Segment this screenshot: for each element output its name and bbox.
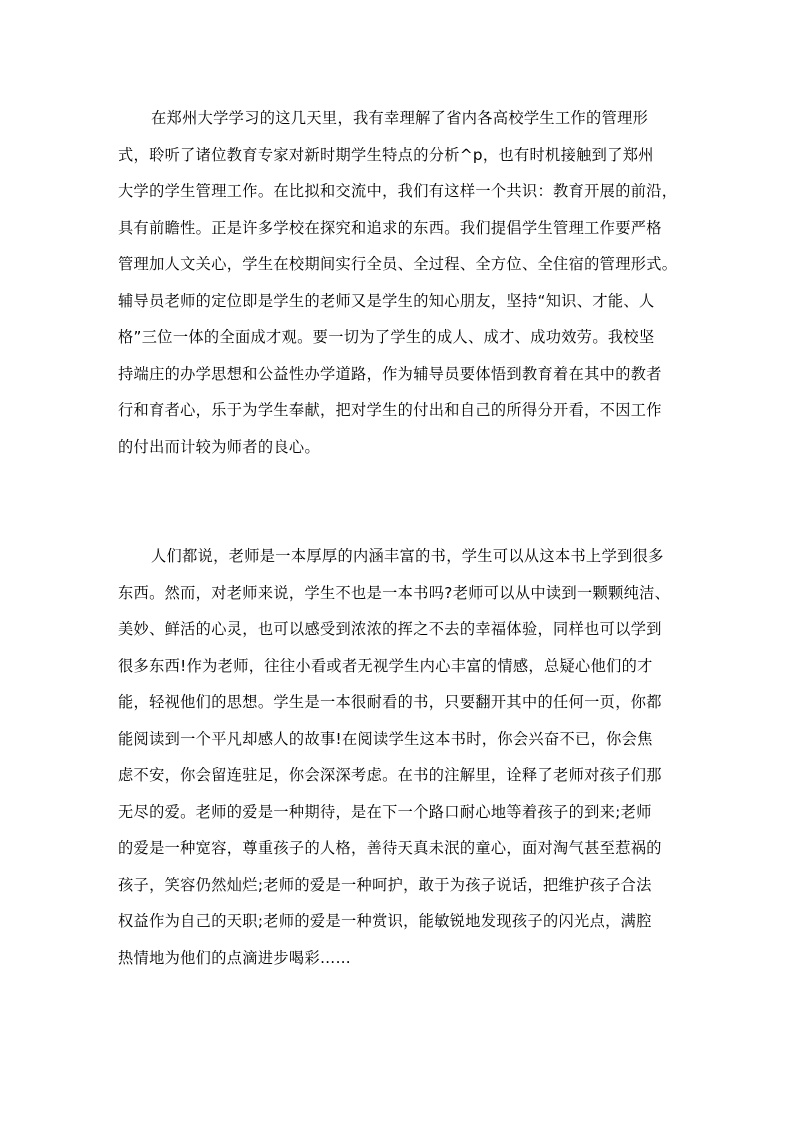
paragraph-line: 很多东西!作为老师，往往小看或者无视学生内心丰富的情感，总疑心他们的才 <box>118 656 653 675</box>
paragraph-line: 的付出而计较为师者的良心。 <box>118 437 320 456</box>
paragraph-line: 行和育者心，乐于为学生奉献，把对学生的付出和自己的所得分开看，不因工作 <box>118 401 662 419</box>
paragraph-line: 无尽的爱。老师的爱是一种期待，是在下一个路口耐心地等着孩子的到来;老师 <box>118 802 652 821</box>
paragraph-line: 东西。然而，对老师来说，学生不也是一本书吗?老师可以从中读到一颗颗纯洁、 <box>118 583 671 602</box>
paragraph-line: 管理加人文关心，学生在校期间实行全员、全过程、全方位、全住宿的管理形式。 <box>118 255 678 273</box>
paragraph-line: 在郑州大学学习的这几天里，我有幸理解了省内各高校学生工作的管理形 <box>151 109 649 127</box>
paragraph-line: 热情地为他们的点滴进步喝彩…… <box>118 948 352 967</box>
paragraph-line: 大学的学生管理工作。在比拟和交流中，我们有这样一个共识：教育开展的前沿， <box>118 182 678 200</box>
paragraph-line: 人们都说，老师是一本厚厚的内涵丰富的书，学生可以从这本书上学到很多 <box>151 547 664 565</box>
paragraph-line: 辅导员老师的定位即是学生的老师又是学生的知心朋友，坚持“知识、才能、人 <box>118 291 655 310</box>
paragraph-line: 式，聆听了诸位教育专家对新时期学生特点的分析^p，也有时机接触到了郑州 <box>118 145 654 164</box>
paragraph-line: 权益作为自己的天职;老师的爱是一种赏识，能敏锐地发现孩子的闪光点，满腔 <box>118 912 652 930</box>
paragraph-line: 孩子，笑容仍然灿烂;老师的爱是一种呵护，敢于为孩子说话，把维护孩子合法 <box>118 875 652 894</box>
paragraph-1 <box>118 100 678 465</box>
paragraph-line: 具有前瞻性。正是许多学校在探究和追求的东西。我们提倡学生管理工作要严格 <box>118 218 662 237</box>
paragraph-2 <box>118 538 678 976</box>
paragraph-line: 格”三位一体的全面成才观。要一切为了学生的成人、成才、成功效劳。我校坚 <box>118 328 655 346</box>
paragraph-line: 虑不安，你会留连驻足，你会深深考虑。在书的注解里，诠释了老师对孩子们那 <box>118 766 662 784</box>
paragraph-line: 持端庄的办学思想和公益性办学道路，作为辅导员要体悟到教育着在其中的教者 <box>118 364 662 383</box>
paragraph-line: 的爱是一种宽容，尊重孩子的人格，善待天真未泯的童心，面对淘气甚至惹祸的 <box>118 839 662 857</box>
paragraph-line: 能，轻视他们的思想。学生是一本很耐看的书，只要翻开其中的任何一页，你都 <box>118 693 662 711</box>
paragraph-line: 能阅读到一个平凡却感人的故事!在阅读学生这本书时，你会兴奋不已，你会焦 <box>118 729 653 748</box>
paragraph-line: 美妙、鲜活的心灵，也可以感受到浓浓的挥之不去的幸福体验，同样也可以学到 <box>118 620 662 638</box>
